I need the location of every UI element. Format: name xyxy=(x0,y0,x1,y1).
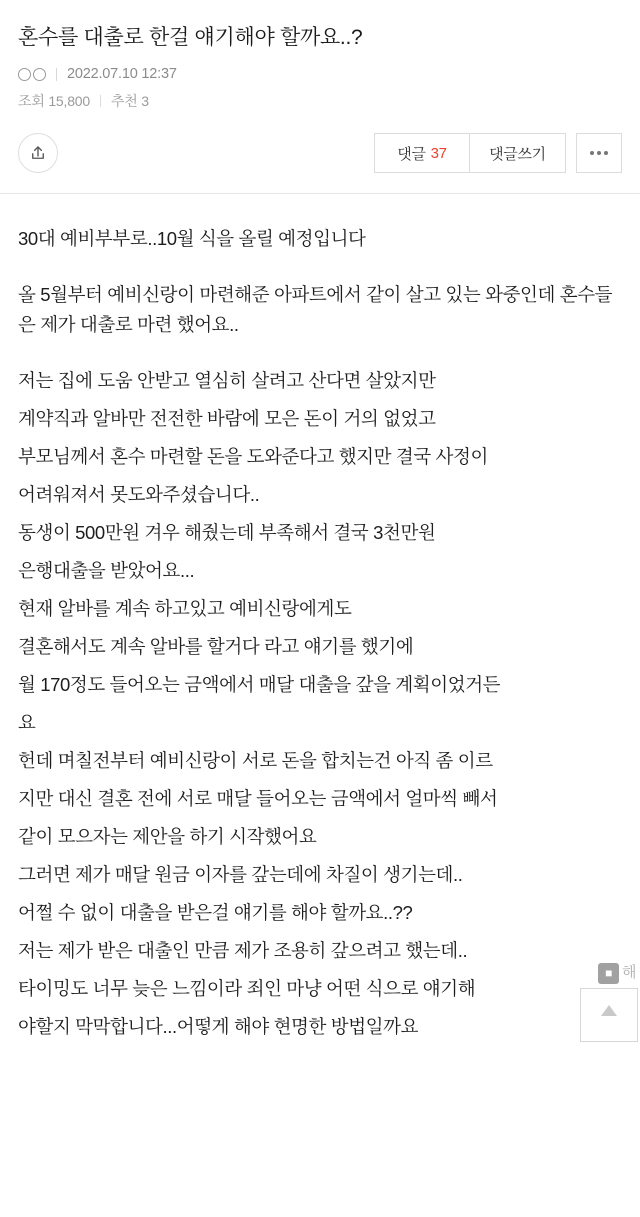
circle-icon xyxy=(18,68,31,81)
body-line: 현재 알바를 계속 하고있고 예비신랑에게도 xyxy=(18,598,352,620)
body-line: 그러면 제가 매달 원금 이자를 갚는데에 차질이 생기는데.. xyxy=(18,863,463,885)
action-bar xyxy=(0,133,640,194)
more-options-button[interactable] xyxy=(576,133,622,173)
body-line: 헌데 며칠전부터 예비신랑이 서로 돈을 합치는건 아직 좀 이르 xyxy=(18,749,493,771)
meta-divider xyxy=(56,68,57,81)
body-line: 어려워져서 못도와주셨습니다.. xyxy=(18,484,260,506)
like-count: 추천 3 xyxy=(110,93,149,110)
comments-label: 댓글 xyxy=(397,145,426,163)
body-line: 부모님께서 혼수 마련할 돈을 도와준다고 했지만 결국 사정이 xyxy=(18,446,488,468)
article-meta xyxy=(18,66,622,82)
body-line: 야할지 막막합니다...어떻게 해야 현명한 방법일까요 xyxy=(18,1015,419,1037)
article-stats xyxy=(18,91,622,111)
share-button[interactable] xyxy=(18,133,58,173)
body-line: 요 xyxy=(18,711,36,733)
body-line: 지만 대신 결혼 전에 서로 매달 들어오는 금액에서 얼마씩 빼서 xyxy=(18,787,498,809)
watermark-chip-icon: ■ xyxy=(598,963,619,984)
action-buttons xyxy=(374,133,622,173)
article-body xyxy=(0,194,640,1041)
body-line: 계약직과 알바만 전전한 바람에 모은 돈이 거의 없었고 xyxy=(18,408,436,430)
body-line: 어쩔 수 없이 대출을 받은걸 얘기를 해야 할까요..?? xyxy=(18,901,413,923)
body-line: 은행대출을 받았어요... xyxy=(18,560,195,582)
stats-divider xyxy=(100,95,101,107)
watermark-text: 해 xyxy=(622,964,636,982)
body-paragraph: 올 5월부터 예비신랑이 마련해준 아파트에서 같이 살고 있는 와중인데 혼수들은 제가 대출로 마련 했어요.. xyxy=(18,284,613,336)
more-horizontal-icon xyxy=(590,151,594,155)
body-paragraph: 30대 예비부부로..10월 식을 올릴 예정입니다 xyxy=(18,228,366,250)
body-line: 저는 제가 받은 대출인 만큼 제가 조용히 갚으려고 했는데.. xyxy=(18,939,468,961)
body-line: 타이밍도 너무 늦은 느낌이라 죄인 마냥 어떤 식으로 얘기해 xyxy=(18,977,476,999)
body-line: 월 170정도 들어오는 금액에서 매달 대출을 갚을 계획이었거든 xyxy=(18,674,501,695)
body-line: 결혼해서도 계속 알바를 할거다 라고 얘기를 했기에 xyxy=(18,636,414,658)
circle-icon xyxy=(33,68,46,81)
body-line: 동생이 500만원 겨우 해줬는데 부족해서 결국 3천만원 xyxy=(18,522,436,544)
body-lines xyxy=(18,366,622,1041)
write-comment-label: 댓글쓰기 xyxy=(489,145,546,163)
share-icon xyxy=(29,144,47,162)
more-horizontal-icon xyxy=(604,151,608,155)
view-count: 조회 15,800 xyxy=(18,93,90,110)
body-line: 저는 집에 도움 안받고 열심히 살려고 산다면 살았지만 xyxy=(18,370,436,392)
comments-button[interactable] xyxy=(374,133,470,173)
author-avatar xyxy=(18,68,46,81)
more-horizontal-icon xyxy=(597,151,601,155)
page-title: 혼수를 대출로 한걸 얘기해야 할까요..? xyxy=(18,26,363,49)
article-header xyxy=(0,0,640,111)
comments-count: 37 xyxy=(430,144,447,162)
write-comment-button[interactable] xyxy=(470,133,566,173)
body-line: 같이 모으자는 제안을 하기 시작했어요 xyxy=(18,825,317,847)
post-date: 2022.07.10 12:37 xyxy=(67,66,177,83)
